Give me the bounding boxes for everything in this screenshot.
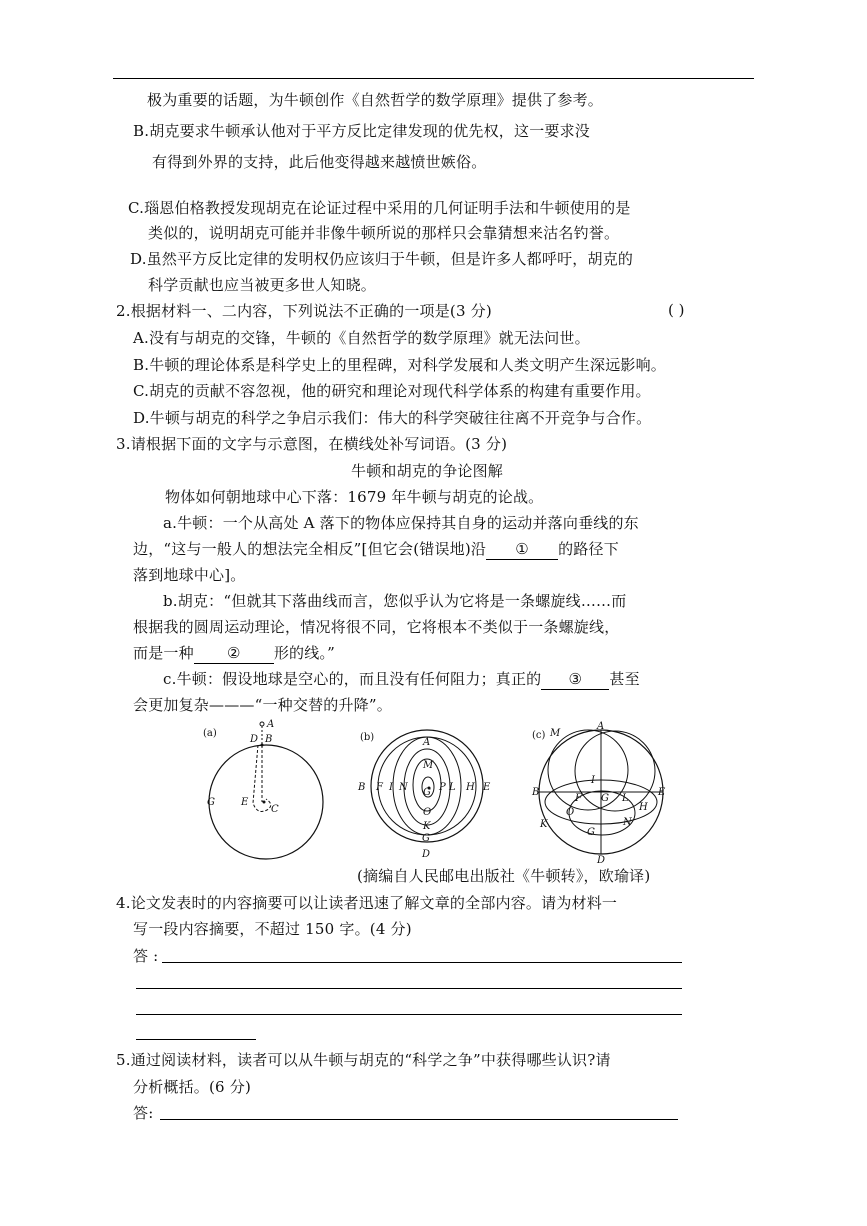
q4-answer-line-1[interactable] [162,962,682,963]
label-h: H [466,782,475,793]
q3-hooke-line3-post: 形的线。” [273,644,335,662]
q5-line1: 5.通过阅读材料，读者可以从牛顿与胡克的“科学之争”中获得哪些认识?请 [116,1051,611,1069]
q5-answer-line-1[interactable] [160,1119,678,1120]
label-e: E [483,782,491,793]
label-m: M [423,760,434,771]
q4-line1: 4.论文发表时的内容摘要可以让读者迅速了解文章的全部内容。请为材料一 [116,894,618,912]
q3-newton2-line2: 会更加复杂———“一种交替的升降”。 [133,696,392,714]
label-l: L [622,793,629,804]
figure-b-tag: (b) [360,732,375,743]
label-d: D [597,855,606,865]
label-i: I [389,782,393,793]
label-g2: G [587,827,595,838]
q3-stem: 3.请根据下面的文字与示意图，在横线处补写词语。(3 分) [116,435,508,453]
q2-option-b: B.牛顿的理论体系是科学史上的里程碑，对科学发展和人类文明产生深远影响。 [133,356,666,374]
q4-line2: 写一段内容摘要，不超过 150 字。(4 分) [133,920,412,938]
q3-intro: 物体如何朝地球中心下落：1679 年牛顿与胡克的论战。 [165,488,544,506]
q4-answer-label: 答 : [133,947,159,965]
figure-source: (摘编自人民邮电出版社《牛顿转》，欧瑜译) [357,867,651,885]
label-m: M [550,728,561,739]
point-a-dot [260,722,264,726]
q3-hooke-line3 [133,643,335,664]
label-c: C [271,804,279,815]
q1-option-c-line2: 类似的，说明胡克可能并非像牛顿所说的那样只会靠猜想来沽名钓誉。 [148,224,620,242]
q3-newton-line3: 落到地球中心]。 [133,566,246,584]
q3-newton-line2-post: 的路径下 [558,540,619,558]
q1-option-c-line1: C.瑙恩伯格教授发现胡克在论证过程中采用的几何证明手法和牛顿使用的是 [128,199,631,217]
figure-a [195,715,335,865]
q3-newton-line2-pre: 边，“这与一般人的想法完全相反”[但它会(错误地)沿 [133,540,487,558]
q3-newton2-line1 [163,669,640,690]
q1-option-b-line2: 有得到外界的支持，此后他变得越来越愤世嫉俗。 [152,153,487,171]
figure-b [355,715,505,865]
label-b: B [265,734,273,745]
q2-option-c: C.胡克的贡献不容忽视，他的研究和理论对现代科学体系的构建有重要作用。 [133,382,651,400]
label-k: K [423,821,431,832]
label-a: A [423,737,431,748]
q3-newton-line1: a.牛顿：一个从高处 A 落下的物体应保持其自身的运动并落向垂线的东 [163,514,639,532]
q1-option-d-line2: 科学贡献也应当被更多世人知晓。 [148,276,377,294]
label-f: F [575,793,582,804]
q5-line2: 分析概括。(6 分) [133,1078,252,1096]
label-o: O [423,807,432,818]
label-n: N [399,782,408,793]
header-rule [113,78,754,79]
q4-answer-line-4[interactable] [136,1039,256,1040]
q3-hooke-line1: b.胡克：“但就其下落曲线而言，您似乎认为它将是一条螺旋线……而 [163,592,627,610]
label-g: G [423,787,431,798]
q3-hooke-line3-pre: 而是一种 [133,644,194,662]
label-l: L [449,782,456,793]
q4-answer-line-3[interactable] [136,1014,682,1015]
q2-option-a: A.没有与胡克的交锋，牛顿的《自然哲学的数学原理》就无法问世。 [133,329,590,347]
label-f: F [376,782,383,793]
label-n: N [623,817,632,828]
blank-3[interactable]: ③ [541,669,609,690]
q1-option-d-line1: D.虽然平方反比定律的发明权仍应该归于牛顿，但是许多人都呼吁，胡克的 [130,250,634,268]
label-b: B [532,787,540,798]
figure-a-tag: (a) [203,728,217,739]
label-o: O [566,807,575,818]
label-b: B [358,782,366,793]
label-g: G [601,793,609,804]
blank-2[interactable]: ② [194,643,274,664]
label-g: G [207,797,215,808]
label-d: D [250,734,259,745]
label-g2: G [422,833,430,844]
q2-option-d: D.牛顿与胡克的科学之争启示我们：伟大的科学突破往往离不开竞争与合作。 [133,409,652,427]
label-p: P [439,782,446,793]
q2-answer-paren[interactable]: ( ) [668,301,685,319]
q2-stem: 2.根据材料一、二内容，下列说法不正确的一项是(3 分) [116,302,492,320]
figure-c [528,715,678,865]
q1-option-b-line1: B.胡克要求牛顿承认他对于平方反比定律发现的优先权，这一要求没 [133,122,590,140]
label-k: K [540,819,548,830]
q3-hooke-line2: 根据我的圆周运动理论，情况将很不同，它将根本不类似于一条螺旋线， [133,618,620,636]
q3-title: 牛顿和胡克的争论图解 [351,462,504,480]
label-h: H [639,802,648,813]
earth-circle-a [209,745,323,859]
q1-a-continued: 极为重要的话题，为牛顿创作《自然哲学的数学原理》提供了参考。 [147,91,604,109]
q4-answer-line-2[interactable] [136,988,682,989]
label-d: D [422,849,431,860]
label-i: I [591,775,595,786]
label-e: E [241,797,249,808]
figure-c-tag: (c) [532,730,546,741]
label-e: E [658,787,666,798]
center-dot [263,801,266,804]
q3-newton2-line1-post: 甚至 [609,670,640,688]
label-a: A [267,719,275,730]
q5-answer-label: 答: [133,1104,154,1122]
q3-newton-line2 [133,539,619,560]
q3-newton2-line1-pre: c.牛顿：假设地球是空心的，而且没有任何阻力；真正的 [163,670,542,688]
blank-1[interactable]: ① [486,539,558,560]
label-a: A [597,721,605,732]
